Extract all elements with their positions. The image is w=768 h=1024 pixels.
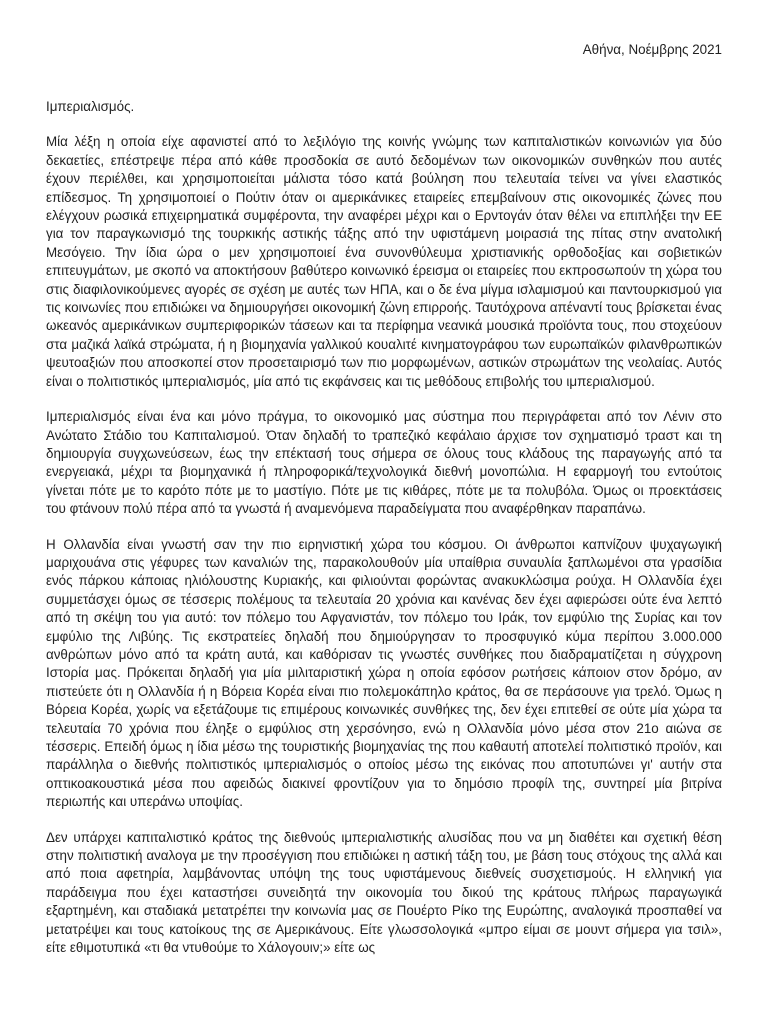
paragraph-1: Μία λέξη η οποία είχε αφανιστεί από το λεξιλόγιο της κοινής γνώμης των καπιταλιστικών κοινωνιών για δύο δεκαετίες, επέστρεψε πέρα από κάθε προσδοκία σε αυτό δεδομένων των οικονομικών συνθηκών που αυτές έχουν περιέλθει, και χρησιμοποιείται μάλιστα τόσο κατά βούληση που τελευταία τείνει να γίνει ελαστικός επίδεσμος. Τη χρησιμοποιεί ο Πούτιν όταν οι αμερικάνικες εταιρείες επεμβαίνουν στις οικονομικές ζώνες που ελέγχουν ρωσικά επιχειρηματικά συμφέροντα, την αναφέρει μέχρι και ο Ερντογάν όταν θέλει να επιπλήξει την ΕΕ για τον παραγκωνισμό της τουρκικής αστικής τάξης από την υφιστάμενη μοιρασιά της πίτας στην ανατολική Μεσόγειο. Την ίδια ώρα ο μεν χρησιμοποιεί ένα συνονθύλευμα χριστιανικής ορθοδοξίας και σοβιετικών επιτευγμάτων, με σκοπό να αποκτήσουν βαθύτερο κοινωνικό έρεισμα οι εταιρείες που εκπροσωπούν τη χώρα του στις διαφιλονικούμενες αγορές σε σχέση με αυτές των ΗΠΑ, και ο δε ένα μίγμα ισλαμισμού και παντουρκισμού για τις κοινωνίες που επιδιώκει να δημιουργήσει οικονομική ζώνη επιρροής. Ταυτόχρονα απέναντί τους βρίσκεται ένας ωκεανός αμερικάνικων συμπεριφορικών τάσεων και τα περίφημα νεανικά μουσικά προϊόντα τους, που στοχεύουν στα μαζικά λαϊκά στρώματα, ή η βιομηχανία γαλλικού κουαλιτέ κινηματογράφου των ευρωπαϊκών φιλανθρωπικών ψευτοαξιών που αποσκοπεί στον προσεταιρισμό των πιο μορφωμένων, αστικών στρωμάτων της νεολαίας. Αυτός είναι ο πολιτιστικός ιμπεριαλισμός, μία από τις εκφάνσεις και τις μεθόδους επιβολής του ιμπεριαλισμού. — [46, 134, 722, 389]
paragraph-3: Η Ολλανδία είναι γνωστή σαν την πιο ειρηνιστική χώρα του κόσμου. Οι άνθρωποι καπνίζουν ψυχαγωγική μαριχουάνα στις γέφυρες των καναλιών της, παρακολουθούν μία υπαίθρια συναυλία ξαπλωμένοι στα γρασίδια ενός πάρκου κάποιας ηλιόλουστης Κυριακής, και φιλιούνται φορώντας ανακυκλώσιμα ρούχα. Η Ολλανδία έχει συμμετάσχει όμως σε τέσσερις πολέμους τα τελευταία 20 χρόνια και κανένας δεν έχει αφιερώσει ούτε ένα λεπτό από τη σκέψη του για αυτό: τον πόλεμο του Αφγανιστάν, τον πόλεμο του Ιράκ, τον εμφύλιο της Συρίας και τον εμφύλιο της Λιβύης. Τις εκστρατείες δηλαδή που δημιούργησαν το προσφυγικό κύμα περίπου 3.000.000 ανθρώπων μόνο από τα κράτη αυτά, και καθόρισαν τις γνωστές συνθήκες που διαδραματίζεται η σύγχρονη Ιστορία μας. Πρόκειται δηλαδή για μία μιλιταριστική χώρα η οποία εφόσον ρωτήσεις κάποιον στον δρόμο, αν πιστεύετε ότι η Ολλανδία ή η Βόρεια Κορέα είναι πιο πολεμοκάπηλο κράτος, θα σε περάσουνε για τρελό. Όμως η Βόρεια Κορέα, χωρίς να εξετάζουμε τις επιμέρους κοινωνικές συνθήκες της, δεν έχει επιτεθεί σε ούτε μία χώρα τα τελευταία 70 χρόνια που έληξε ο εμφύλιος στη χερσόνησο, ενώ η Ολλανδία μόνο μέσα στον 21ο αιώνα σε τέσσερις. Επειδή όμως η ίδια μέσω της τουριστικής βιομηχανίας της που καθαυτή αποτελεί πολιτιστικό προϊόν, και παράλληλα ο διεθνής πολιτιστικός ιμπεριαλισμός ο οποίος μέσω της εικόνας που αποτυπώνει γι' αυτήν στα οπτικοακουστικά μέσα που αφειδώς διακινεί φροντίζουν για το δημόσιο προφίλ της, συντηρεί μία βιτρίνα περιωπής και υπεράνω υποψίας. — [46, 536, 722, 810]
dateline: Αθήνα, Νοέμβρης 2021 — [582, 42, 722, 57]
document-heading: Ιμπεριαλισμός. — [46, 99, 135, 114]
paragraph-4: Δεν υπάρχει καπιταλιστικό κράτος της διεθνούς ιμπεριαλιστικής αλυσίδας που να μη διαθέτει και σχετική θέση στην πολιτιστική αναλογα με την προσέγγιση που επιδιώκει η αστική τάξη του, με βάση τους στόχους της αλλά και από ποια αφετηρία, λαμβάνοντας υπόψη της τους υφιστάμενους διεθνείς συσχετισμούς. Η ελληνική για παράδειγμα που έχει καταστήσει συνειδητά την οικονομία του δικού της κράτους πλήρως παραγωγικά εξαρτημένη, και σταδιακά μετατρέπει την κοινωνία μας σε Πουέρτο Ρίκο της Ευρώπης, αναλογικά προσπαθεί να μετατρέψει και τους κατοίκους της σε Αμερικάνους. Είτε γλωσσολογικά «μπρο είμαι σε μουντ σήμερα για τσιλ», είτε εθιμοτυπικά «τι θα ντυθούμε το Χάλογουιν;» είτε ως — [46, 829, 722, 956]
paragraph-2: Ιμπεριαλισμός είναι ένα και μόνο πράγμα, το οικονομικό μας σύστημα που περιγράφεται από τον Λένιν στο Ανώτατο Στάδιο του Καπιταλισμού. Όταν δηλαδή το τραπεζικό κεφάλαιο άρχισε τον σχηματισμό τραστ και τη δημιουργία συγχωνεύσεων, έως την επέκτασή τους σήμερα σε όλους τους κλάδους της παραγωγής από τα ενεργειακά, μέχρι τα βιομηχανικά ή πληροφορικά/τεχνολογικά διεθνή μονοπώλια. Η εφαρμογή του εντούτοις γίνεται πότε με το καρότο πότε με το μαστίγιο. Πότε με τις κιθάρες, πότε με τα πολυβόλα. Όμως οι προεκτάσεις του φτάνουν πολύ πέρα από τα γνωστά ή αναμενόμενα παραδείγματα που αναφέρθηκαν παραπάνω. — [46, 409, 722, 517]
document-body — [46, 98, 722, 974]
